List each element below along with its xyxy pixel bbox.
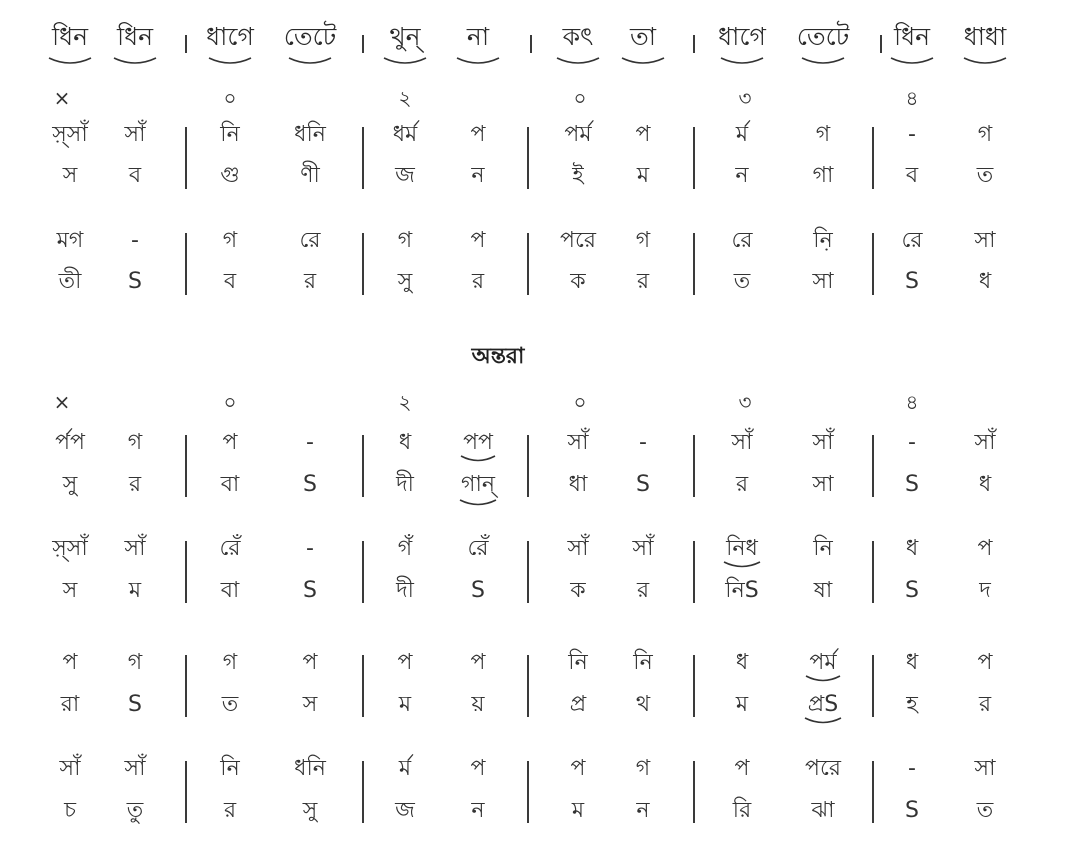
bar-line <box>362 435 364 497</box>
lyric-syllable: বা <box>220 578 240 603</box>
lyric-syllable: ত <box>221 692 239 717</box>
lyric-syllable: S <box>905 269 919 294</box>
swara-note: ধ <box>735 650 749 675</box>
theka-bol: ধাধা <box>963 22 1007 51</box>
swara-note: নি <box>568 650 588 675</box>
lyric-syllable: য় <box>471 692 485 717</box>
lyric-syllable: ব <box>223 269 237 294</box>
lyric-syllable: ব <box>905 163 919 188</box>
swara-note: র্ম <box>735 122 749 147</box>
swara-note: ধর্ম <box>392 122 418 147</box>
swara-note: পর্ম <box>809 650 837 675</box>
theka-bol-arc <box>457 58 499 63</box>
swara-note: পপ <box>463 430 493 455</box>
slur-arc <box>460 500 496 505</box>
lyric-syllable: দ <box>979 578 991 603</box>
lyric-syllable: গান্ <box>461 472 495 497</box>
bar-line <box>527 655 529 717</box>
lyric-syllable: S <box>303 578 317 603</box>
lyric-syllable: S <box>636 472 650 497</box>
swara-note: - <box>306 536 314 561</box>
taal-marker: ০ <box>223 390 237 414</box>
lyric-syllable: S <box>905 472 919 497</box>
swara-note: গ <box>815 122 831 147</box>
theka-bol: কৎ <box>562 22 594 51</box>
lyric-syllable: সা <box>812 269 834 294</box>
lyric-syllable: S <box>905 578 919 603</box>
lyric-syllable: রি <box>732 798 752 823</box>
lyric-syllable: বা <box>220 472 240 497</box>
bar-line <box>362 127 364 189</box>
theka-divider <box>693 35 695 53</box>
bar-line <box>362 233 364 295</box>
theka-bol: তেটে <box>283 22 337 51</box>
swara-note: গ <box>127 650 143 675</box>
theka-bol-arc <box>384 58 426 63</box>
lyric-syllable: ঝা <box>811 798 835 823</box>
bar-line <box>693 435 695 497</box>
theka-bol-arc <box>209 58 251 63</box>
taal-marker: ৪ <box>905 390 919 414</box>
taal-marker: ৪ <box>905 86 919 110</box>
theka-bol-arc <box>289 58 331 63</box>
swara-note: গ <box>397 228 413 253</box>
slur-arc <box>805 718 841 723</box>
swara-note: গ <box>977 122 993 147</box>
theka-bol: ধিন <box>51 22 89 51</box>
swara-note: সাঁ <box>124 122 146 147</box>
taal-marker: ২ <box>398 86 412 110</box>
theka-divider <box>880 35 882 53</box>
lyric-syllable: ত <box>733 269 751 294</box>
taal-marker: ০ <box>573 86 587 110</box>
bar-line <box>362 655 364 717</box>
swara-note: স়্সাঁ <box>52 122 88 147</box>
swara-note: - <box>306 430 314 455</box>
lyric-syllable: র <box>636 269 650 294</box>
bar-line <box>185 435 187 497</box>
swara-note: রেঁ <box>467 536 489 561</box>
lyric-syllable: গু <box>220 163 240 188</box>
swara-note: গ <box>222 650 238 675</box>
slur-arc <box>724 562 760 567</box>
lyric-syllable: ম <box>128 578 142 603</box>
lyric-syllable: র <box>128 472 142 497</box>
lyric-syllable: S <box>471 578 485 603</box>
swara-note: প <box>635 122 651 147</box>
swara-note: প <box>222 430 238 455</box>
swara-note: সা <box>974 228 996 253</box>
swara-note: নি <box>220 756 240 781</box>
bar-line <box>693 233 695 295</box>
taal-marker: × <box>53 390 71 414</box>
bar-line <box>527 127 529 189</box>
theka-divider <box>530 35 532 53</box>
lyric-syllable: ন <box>636 798 650 823</box>
lyric-syllable: গা <box>812 163 834 188</box>
swara-note: সাঁ <box>974 430 996 455</box>
lyric-syllable: S <box>905 798 919 823</box>
bar-line <box>872 761 874 823</box>
bar-line <box>527 233 529 295</box>
lyric-syllable: সু <box>397 269 413 294</box>
lyric-syllable: র <box>303 269 317 294</box>
lyric-syllable: তী <box>58 269 82 294</box>
swara-note: নিধ <box>726 536 758 561</box>
swara-note: - <box>131 228 139 253</box>
theka-divider <box>362 35 364 53</box>
bar-line <box>872 435 874 497</box>
swara-note: গ <box>127 430 143 455</box>
lyric-syllable: জ <box>395 798 415 823</box>
lyric-syllable: প্র <box>569 692 587 717</box>
theka-bol-arc <box>557 58 599 63</box>
swara-note: স়্সাঁ <box>52 536 88 561</box>
lyric-syllable: সা <box>812 472 834 497</box>
lyric-syllable: জ <box>395 163 415 188</box>
lyric-syllable: ত <box>976 163 994 188</box>
lyric-syllable: দী <box>396 472 414 497</box>
bar-line <box>693 541 695 603</box>
swara-note: সাঁ <box>731 430 753 455</box>
swara-note: প <box>977 650 993 675</box>
taal-marker: × <box>53 86 71 110</box>
taal-marker: ৩ <box>738 390 752 414</box>
lyric-syllable: ব <box>128 163 142 188</box>
swara-note: সাঁ <box>124 536 146 561</box>
theka-bol: তা <box>629 22 657 51</box>
swara-note: ধ <box>905 536 919 561</box>
lyric-syllable: S <box>128 269 142 294</box>
lyric-syllable: চ <box>64 798 76 823</box>
lyric-syllable: ত <box>976 798 994 823</box>
lyric-syllable: ক <box>570 269 586 294</box>
lyric-syllable: ধ <box>978 269 992 294</box>
lyric-syllable: র <box>636 578 650 603</box>
swara-note: প <box>470 756 486 781</box>
theka-bol-arc <box>802 58 844 63</box>
lyric-syllable: সু <box>302 798 318 823</box>
lyric-syllable: ম <box>571 798 585 823</box>
swara-note: র্ম <box>398 756 412 781</box>
lyric-syllable: স <box>62 163 78 188</box>
lyric-syllable: প্রS <box>807 692 839 717</box>
swara-note: র্পপ <box>55 430 85 455</box>
swara-note: - <box>639 430 647 455</box>
taal-marker: ০ <box>223 86 237 110</box>
swara-note: প <box>734 756 750 781</box>
swara-note: রেঁ <box>219 536 241 561</box>
lyric-syllable: দী <box>396 578 414 603</box>
swara-note: রে <box>731 228 753 253</box>
theka-divider <box>185 35 187 53</box>
swara-note: প <box>470 650 486 675</box>
lyric-syllable: ক <box>570 578 586 603</box>
theka-bol: ধিন <box>116 22 154 51</box>
swara-note: ধ <box>905 650 919 675</box>
swara-note: নি় <box>813 228 833 253</box>
bar-line <box>362 761 364 823</box>
theka-bol-arc <box>891 58 933 63</box>
lyric-syllable: S <box>128 692 142 717</box>
swara-note: গ <box>222 228 238 253</box>
lyric-syllable: থ <box>635 692 651 717</box>
theka-bol: তেটে <box>796 22 850 51</box>
bar-line <box>362 541 364 603</box>
bar-line <box>185 541 187 603</box>
swara-note: সাঁ <box>567 536 589 561</box>
swara-note: গ <box>635 228 651 253</box>
swara-note: সাঁ <box>124 756 146 781</box>
swara-note: প <box>302 650 318 675</box>
theka-bol: ধাগে <box>206 22 254 51</box>
bar-line <box>185 761 187 823</box>
lyric-syllable: র <box>223 798 237 823</box>
bar-line <box>185 233 187 295</box>
swara-note: রে <box>901 228 923 253</box>
bar-line <box>872 655 874 717</box>
theka-bol: না <box>466 22 490 51</box>
lyric-syllable: ম <box>398 692 412 717</box>
swara-note: নি <box>633 650 653 675</box>
theka-bol-arc <box>622 58 664 63</box>
swara-note: মগ <box>56 228 84 253</box>
swara-note: প <box>977 536 993 561</box>
bar-line <box>872 233 874 295</box>
lyric-syllable: সু <box>62 472 78 497</box>
lyric-syllable: ম <box>735 692 749 717</box>
lyric-syllable: র <box>735 472 749 497</box>
swara-note: প <box>470 228 486 253</box>
lyric-syllable: ষা <box>813 578 833 603</box>
lyric-syllable: S <box>303 472 317 497</box>
swara-note: - <box>908 122 916 147</box>
swara-note: নি <box>220 122 240 147</box>
lyric-syllable: ধা <box>568 472 588 497</box>
bar-line <box>872 541 874 603</box>
swara-note: প <box>470 122 486 147</box>
lyric-syllable: স <box>302 692 318 717</box>
lyric-syllable: ধ <box>978 472 992 497</box>
bar-line <box>693 761 695 823</box>
bar-line <box>527 435 529 497</box>
bar-line <box>693 127 695 189</box>
theka-bol: থুন্ <box>389 22 421 51</box>
swara-note: সা <box>974 756 996 781</box>
swara-note: ধনি <box>294 756 326 781</box>
lyric-syllable: ন <box>471 163 485 188</box>
swara-note: প <box>62 650 78 675</box>
swara-note: সাঁ <box>632 536 654 561</box>
swara-note: পরে <box>560 228 596 253</box>
bar-line <box>527 761 529 823</box>
swara-note: সাঁ <box>812 430 834 455</box>
bar-line <box>185 655 187 717</box>
lyric-syllable: স <box>62 578 78 603</box>
swara-note: সাঁ <box>59 756 81 781</box>
bar-line <box>527 541 529 603</box>
swara-note: রে <box>299 228 321 253</box>
section-title-antara: অন্তরা <box>471 344 525 369</box>
lyric-syllable: র <box>471 269 485 294</box>
lyric-syllable: ন <box>735 163 749 188</box>
taal-marker: ৩ <box>738 86 752 110</box>
swara-note: গ <box>635 756 651 781</box>
theka-bol: ধিন <box>893 22 931 51</box>
swara-note: - <box>908 756 916 781</box>
theka-bol: ধাগে <box>718 22 766 51</box>
lyric-syllable: রা <box>60 692 80 717</box>
theka-bol-arc <box>49 58 91 63</box>
taal-marker: ২ <box>398 390 412 414</box>
swara-note: নি <box>813 536 833 561</box>
theka-bol-arc <box>964 58 1006 63</box>
theka-bol-arc <box>721 58 763 63</box>
swara-note: - <box>908 430 916 455</box>
lyric-syllable: র <box>978 692 992 717</box>
lyric-syllable: হ <box>906 692 918 717</box>
swara-note: গঁ <box>397 536 413 561</box>
swara-note: ধনি <box>294 122 326 147</box>
swara-note: সাঁ <box>567 430 589 455</box>
lyric-syllable: নিS <box>725 578 759 603</box>
lyric-syllable: ণী <box>300 163 320 188</box>
lyric-syllable: ন <box>471 798 485 823</box>
swara-note: পর্ম <box>564 122 592 147</box>
swara-note: প <box>397 650 413 675</box>
slur-arc <box>461 456 495 461</box>
bar-line <box>693 655 695 717</box>
lyric-syllable: তু <box>126 798 144 823</box>
taal-marker: ০ <box>573 390 587 414</box>
bar-line <box>185 127 187 189</box>
swara-note: পরে <box>805 756 841 781</box>
swara-note: প <box>570 756 586 781</box>
swara-note: ধ <box>398 430 412 455</box>
lyric-syllable: ই <box>572 163 584 188</box>
theka-bol-arc <box>114 58 156 63</box>
bar-line <box>872 127 874 189</box>
slur-arc <box>806 676 840 681</box>
lyric-syllable: ম <box>636 163 650 188</box>
